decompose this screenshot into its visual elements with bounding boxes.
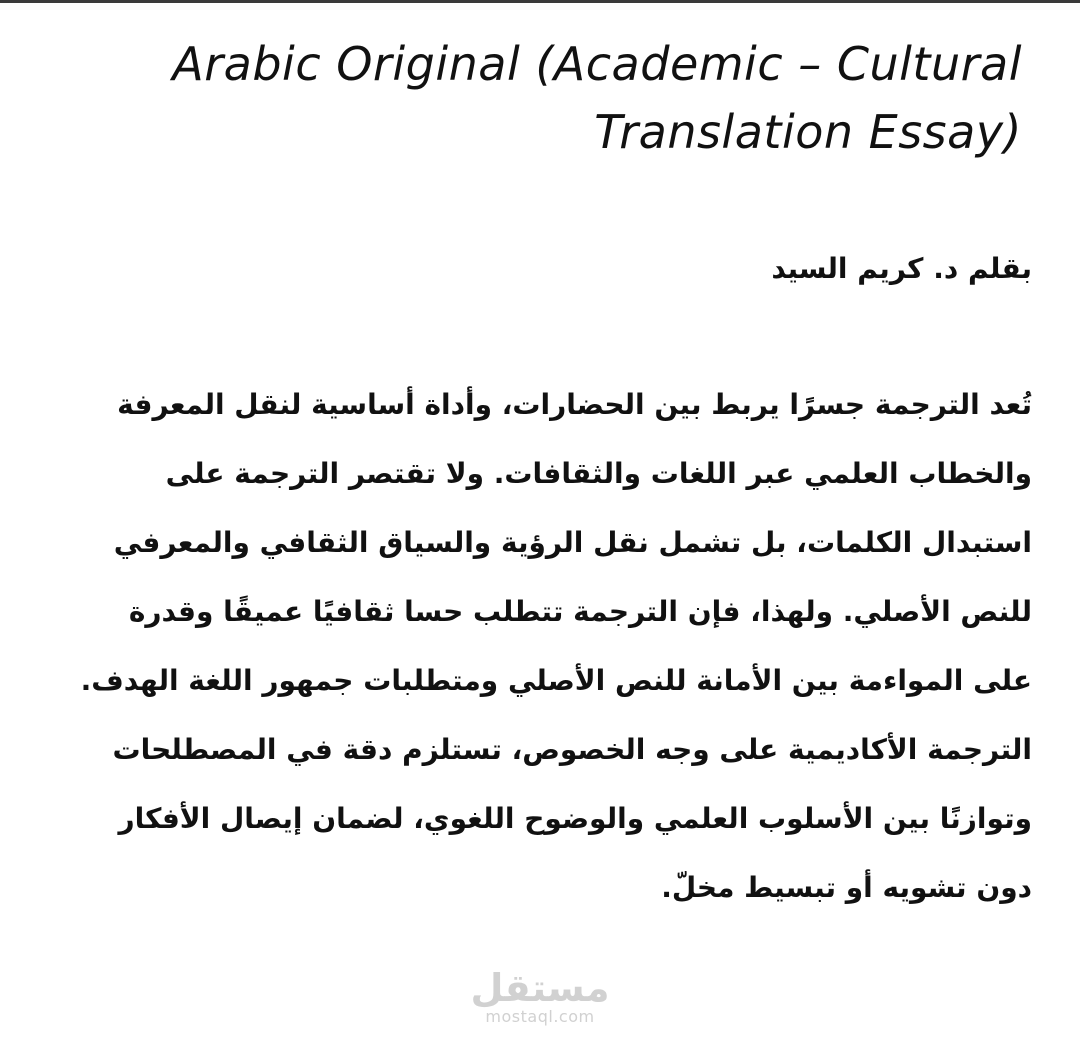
watermark-arabic-logo: مستقل bbox=[470, 966, 610, 1010]
mostaql-watermark bbox=[470, 968, 610, 1026]
watermark-domain: mostaql.com bbox=[485, 1007, 595, 1026]
essay-body bbox=[72, 370, 1032, 922]
title-line-1: Arabic Original (Academic – Cultural bbox=[172, 37, 1022, 91]
title-line-2: Translation Essay) bbox=[594, 105, 1022, 159]
top-border-line bbox=[0, 0, 1080, 3]
paragraph-1: تُعد الترجمة جسرًا يربط بين الحضارات، وأداة أساسية لنقل المعرفة والخطاب العلمي عبر اللغات والثقافات. ولا تقتصر الترجمة على استبدال الكلمات، بل تشمل نقل الرؤية والسياق الثقافي والمعرفي للنص الأصلي. ولهذا، فإن الترجمة تتطلب حسا ثقافيًا عميقًا وقدرة على المواءمة بين الأمانة للنص الأصلي ومتطلبات جمهور اللغة الهدف. bbox=[80, 388, 1032, 697]
paragraph-2: الترجمة الأكاديمية على وجه الخصوص، تستلزم دقة في المصطلحات وتوازنًا بين الأسلوب العلمي والوضوح اللغوي، لضمان إيصال الأفكار دون تشويه أو تبسيط مخلّ. bbox=[112, 733, 1032, 904]
author-byline: بقلم د. كريم السيد bbox=[771, 252, 1032, 285]
document-title bbox=[122, 30, 1022, 166]
